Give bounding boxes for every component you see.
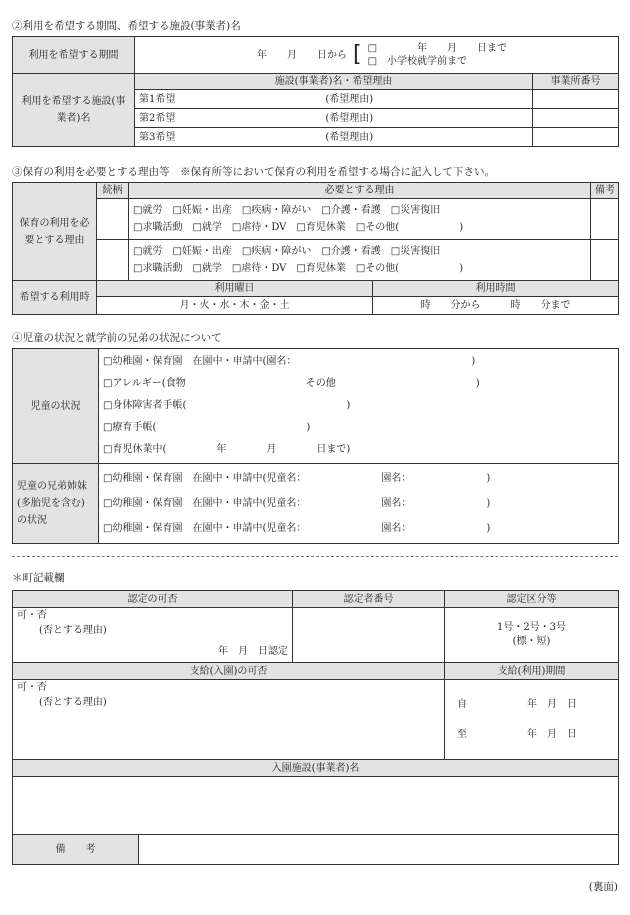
choice-1[interactable]: 第1希望 (希望理由) — [135, 90, 533, 109]
sibling-line: □幼稚園・保育園 在園中・申請中(児童名： 園名： ) — [103, 498, 491, 509]
town-table — [12, 590, 619, 865]
reason-checks-1[interactable]: □就労 □妊娠・出産 □疾病・障がい □介護・看護 □災害復旧 □求職活動 □就学 □虐待・DV □育児休業 □その他( ) — [129, 199, 591, 240]
facility-number-header: 事業所番号 — [533, 74, 619, 90]
choice-3[interactable]: 第3希望 (希望理由) — [135, 128, 533, 147]
approver-cell[interactable] — [293, 608, 445, 663]
choice-2[interactable]: 第2希望 (希望理由) — [135, 109, 533, 128]
days-value[interactable]: 月・火・水・木・金・土 — [97, 297, 373, 315]
period-field[interactable] — [135, 37, 619, 74]
approve-cell[interactable]: 可・否 (否とする理由) 年 月 日認定 — [13, 608, 293, 663]
entry-header: 入園施設(事業者)名 — [13, 760, 619, 777]
choice-2-number[interactable] — [533, 109, 619, 128]
class-header: 認定区分等 — [445, 591, 619, 608]
section4-heading: ④児童の状況と就学前の兄弟の状況について — [12, 332, 222, 344]
pay-period-cell[interactable]: 自 年 月 日 至 年 月 日 — [445, 680, 619, 760]
child-line: □育児休業中( 年 月 日まで) — [103, 444, 351, 455]
pay-cell[interactable]: 可・否 (否とする理由) — [13, 680, 445, 760]
approve-header: 認定の可否 — [13, 591, 293, 608]
reason-label: 保育の利用を必要とする理由 — [19, 217, 90, 246]
time-label: 希望する利用時 — [13, 281, 97, 315]
approver-header: 認定者番号 — [293, 591, 445, 608]
note-2[interactable] — [591, 240, 619, 281]
entry-cell[interactable] — [13, 777, 619, 835]
child-line: □療育手帳( ) — [103, 422, 311, 433]
town-heading: ＊町記載欄 — [12, 572, 65, 584]
page-side-label: (裏面) — [588, 881, 618, 893]
period-label: 利用を希望する期間 — [13, 37, 135, 74]
class-cell[interactable]: 1号・2号・3号 (標・短) — [445, 608, 619, 663]
reason-table — [12, 182, 619, 315]
note-header: 備考 — [591, 183, 619, 199]
hours-header: 利用時間 — [373, 281, 619, 297]
relation-header: 続柄 — [97, 183, 129, 199]
choice-1-number[interactable] — [533, 90, 619, 109]
remarks-cell[interactable] — [139, 835, 619, 865]
child-label: 児童の状況 — [13, 349, 99, 464]
section2-heading: ②利用を希望する期間、希望する施設(事業者)名 — [12, 20, 241, 32]
note-1[interactable] — [591, 199, 619, 240]
period-option-school[interactable]: □ 小学校就学前まで — [367, 56, 468, 67]
cut-line — [12, 556, 618, 557]
pay-header: 支給(入園)の可否 — [13, 663, 445, 680]
choice-3-number[interactable] — [533, 128, 619, 147]
facility-name-header: 施設(事業者)名・希望理由 — [135, 74, 533, 90]
child-line: □幼稚園・保育園 在園中・申請中(園名： ) — [103, 356, 476, 367]
sibling-line: □幼稚園・保育園 在園中・申請中(児童名： 園名： ) — [103, 473, 491, 484]
period-option-date[interactable]: □ 年 月 日まで — [367, 43, 508, 54]
period-facility-table — [12, 36, 619, 147]
child-lines[interactable] — [99, 349, 619, 464]
child-line: □身体障害者手帳( ) — [103, 400, 351, 411]
pay-period-header: 支給(利用)期間 — [445, 663, 619, 680]
remarks-label: 備 考 — [13, 835, 139, 865]
sibling-label: 児童の兄弟姉妹(多胎児を含む)の状況 — [13, 464, 99, 544]
facility-label: 利用を希望する施設(事業者)名 — [13, 74, 135, 147]
child-line: □アレルギー(食物 その他 ) — [103, 378, 480, 389]
reason-checks-2[interactable]: □就労 □妊娠・出産 □疾病・障がい □介護・看護 □災害復旧 □求職活動 □就学 □虐待・DV □育児休業 □その他( ) — [129, 240, 591, 281]
section3-heading: ③保育の利用を必要とする理由等 ※保育所等において保育の利用を希望する場合に記入して下さい。 — [12, 166, 495, 178]
bracket-icon: [ — [353, 42, 362, 67]
sibling-lines[interactable] — [99, 464, 619, 544]
relation-1[interactable] — [97, 199, 129, 240]
relation-2[interactable] — [97, 240, 129, 281]
reason-header: 必要とする理由 — [129, 183, 591, 199]
hours-value[interactable]: 時 分から 時 分まで — [373, 297, 619, 315]
period-from: 年 月 日から — [257, 49, 347, 61]
days-header: 利用曜日 — [97, 281, 373, 297]
child-table — [12, 348, 619, 544]
sibling-line: □幼稚園・保育園 在園中・申請中(児童名： 園名： ) — [103, 523, 491, 534]
